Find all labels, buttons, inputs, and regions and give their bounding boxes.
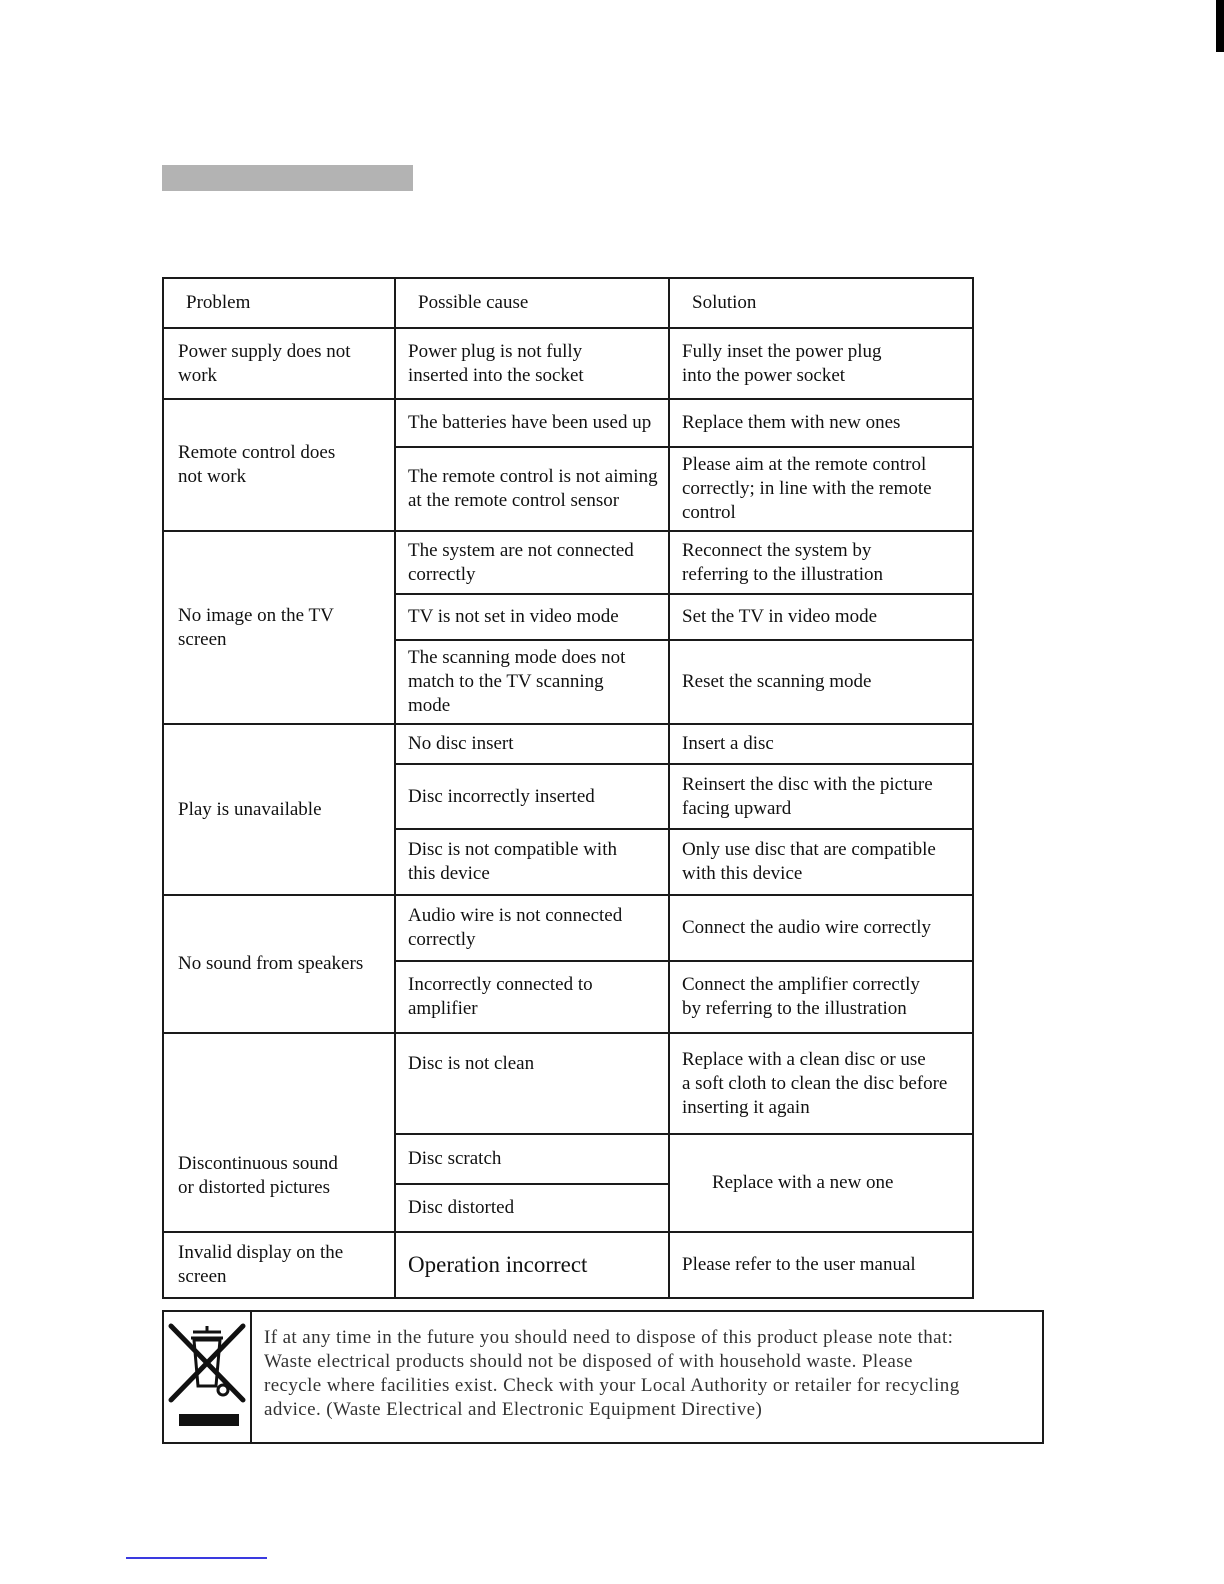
header-problem: Problem — [163, 278, 395, 328]
cause-cell: Disc scratch — [395, 1134, 669, 1184]
cause-cell: Operation incorrect — [395, 1232, 669, 1298]
solution-cell: Connect the audio wire correctly — [669, 895, 973, 961]
solution-cell: Only use disc that are compatible with this device — [669, 829, 973, 895]
problem-cell: Play is unavailable — [163, 724, 395, 895]
problem-cell: Invalid display on the screen — [163, 1232, 395, 1298]
cause-cell: Incorrectly connected to amplifier — [395, 961, 669, 1033]
solution-cell: Please aim at the remote control correctly; in line with the remote control — [669, 447, 973, 531]
cause-cell: The system are not connected correctly — [395, 531, 669, 594]
table-row — [163, 1232, 973, 1298]
troubleshooting-table — [162, 277, 974, 1299]
footer-link-underline — [126, 1557, 267, 1559]
cause-cell: Disc distorted — [395, 1184, 669, 1232]
table-row — [163, 531, 973, 594]
weee-text — [252, 1312, 1042, 1442]
cause-cell: TV is not set in video mode — [395, 594, 669, 640]
problem-cell: Remote control does not work — [163, 399, 395, 531]
cause-cell: The scanning mode does not match to the TV scanning mode — [395, 640, 669, 724]
solution-cell: Replace them with new ones — [669, 399, 973, 447]
cause-cell: Power plug is not fully inserted into the socket — [395, 328, 669, 399]
problem-cell: No image on the TV screen — [163, 531, 395, 724]
cause-cell: The batteries have been used up — [395, 399, 669, 447]
problem-cell: No sound from speakers — [163, 895, 395, 1033]
cause-cell: Disc is not compatible with this device — [395, 829, 669, 895]
cause-cell: The remote control is not aiming at the remote control sensor — [395, 447, 669, 531]
header-possible-cause: Possible cause — [395, 278, 669, 328]
solution-cell: Insert a disc — [669, 724, 973, 764]
weee-line: If at any time in the future you should need to dispose of this product please note that: — [264, 1327, 954, 1348]
section-header-bar — [162, 165, 413, 191]
solution-cell: Reconnect the system by referring to the illustration — [669, 531, 973, 594]
solution-cell: Set the TV in video mode — [669, 594, 973, 640]
crossed-out-wheelie-bin-icon — [164, 1312, 252, 1442]
weee-line: recycle where facilities exist. Check with your Local Authority or retailer for recycling — [264, 1375, 960, 1396]
solution-cell: Reinsert the disc with the picture facing upward — [669, 764, 973, 829]
table-row — [163, 724, 973, 764]
table-row — [163, 895, 973, 961]
weee-line: advice. (Waste Electrical and Electronic Equipment Directive) — [264, 1399, 763, 1420]
problem-cell: Discontinuous sound or distorted pictures — [163, 1033, 395, 1232]
solution-cell: Please refer to the user manual — [669, 1232, 973, 1298]
solution-cell: Replace with a clean disc or use a soft cloth to clean the disc before inserting it again — [669, 1033, 973, 1134]
cause-cell: Disc incorrectly inserted — [395, 764, 669, 829]
cause-cell: No disc insert — [395, 724, 669, 764]
table-row — [163, 1033, 973, 1134]
cause-cell: Disc is not clean — [395, 1033, 669, 1134]
edge-mark — [1216, 0, 1224, 52]
weee-line: Waste electrical products should not be disposed of with household waste. Please — [264, 1351, 913, 1372]
table-header-row — [163, 278, 973, 328]
weee-notice — [162, 1310, 1044, 1444]
table-row — [163, 399, 973, 447]
table-row — [163, 328, 973, 399]
header-solution: Solution — [669, 278, 973, 328]
solution-cell: Connect the amplifier correctly by referring to the illustration — [669, 961, 973, 1033]
cause-cell: Audio wire is not connected correctly — [395, 895, 669, 961]
problem-cell: Power supply does not work — [163, 328, 395, 399]
solution-cell: Reset the scanning mode — [669, 640, 973, 724]
solution-cell: Fully inset the power plug into the power socket — [669, 328, 973, 399]
solution-cell: Replace with a new one — [669, 1134, 973, 1232]
